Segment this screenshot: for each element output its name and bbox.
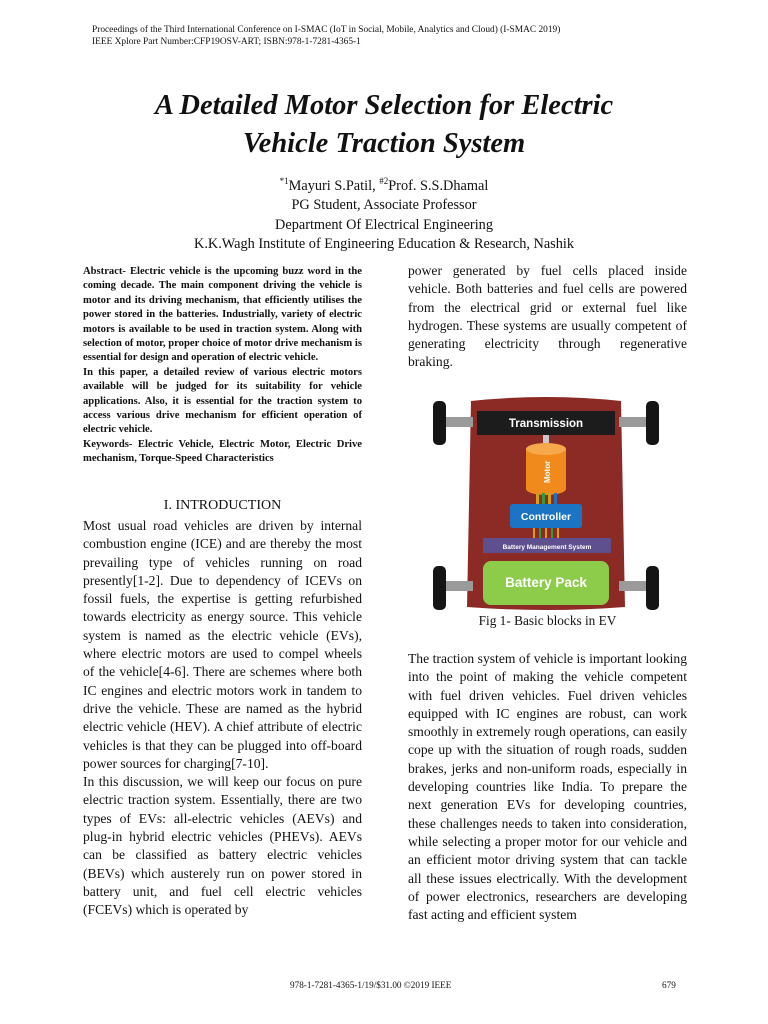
figure-caption: Fig 1- Basic blocks in EV <box>478 613 617 628</box>
abstract <box>83 265 362 467</box>
motor-shaft <box>543 435 549 443</box>
author-roles: PG Student, Associate Professor <box>291 197 477 214</box>
wire-8 <box>551 528 553 538</box>
front-axle-left <box>443 417 473 427</box>
right-paragraph-2: The traction system of vehicle is important looking into the point of making the vehicle competent with fuel driven vehicles. Fuel driven vehicles equipped with IC engines are robust, can work smoothly in extremely rough operations, can easily cope up with the situation of rough roads, sudden brakes, jerks and non-uniform roads, especially in developing countries like India. To prepare the next generation EVs for developing countries, these challenges needs to taken into consideration, while selecting a proper motor for our vehicle and an efficient motor driving system that can tackle all these issues electrically. With the development of power electronics, researchers are developing fast acting and efficient system <box>408 651 687 923</box>
title-line-1: A Detailed Motor Selection for Electric <box>154 90 614 121</box>
author1-mark: *1 <box>279 176 289 186</box>
rear-axle-left <box>443 581 473 591</box>
bms-label: Battery Management System <box>502 544 592 551</box>
right-column-top-text <box>408 262 687 372</box>
wheel-rear-right <box>646 566 659 610</box>
wire-3 <box>548 493 551 505</box>
header-line-1: Proceedings of the Third International Conference on I-SMAC (IoT in Social, Mobile, Analytics and Cloud) (I-SMAC 2019) <box>92 25 561 35</box>
author-block <box>0 172 768 255</box>
ev-block-diagram <box>433 397 659 613</box>
author-institute: K.K.Wagh Institute of Engineering Education & Research, Nashik <box>194 236 574 253</box>
right-column-bottom-text <box>408 650 687 924</box>
abstract-paragraph-2: In this paper, a detailed review of various electric motors available will be judged for its suitability for vehicle applications. Also, it is essential for the traction system to access various drive mechanism for efficient operation of electric vehicle. <box>83 366 362 436</box>
intro-paragraph-1: Most usual road vehicles are driven by internal combustion engine (ICE) and are thereby the most prevailing type of vehicles running on road presently[1-2]. Due to dependency of ICEVs on fossil fuels, the expertise is getting refurbished towards electricity as energy source. This vehicle system is named as the electric vehicle (EVs), where electric motors are used to compel wheels of the vehicle[4-6]. There are schemes where both IC engines and electric motors work in tandem to drive the vehicle. These are named as the hybrid electric vehicle (HEV). A chief attribute of electric vehicles is that they can be plugged into off-board power sources for charging[7-10]. <box>83 518 362 771</box>
wire-7 <box>545 528 547 538</box>
header-line-2: IEEE Xplore Part Number:CFP19OSV-ART; ISBN:978-1-7281-4365-1 <box>92 37 361 47</box>
motor-label: Motor <box>543 460 552 483</box>
author2-name: Prof. S.S.Dhamal <box>388 177 489 194</box>
wheel-front-left <box>433 401 446 445</box>
intro-paragraph-2: In this discussion, we will keep our focus on pure electric traction system. Essentially, there are two types of EVs: all-electric vehicles (AEVs) and plug-in hybrid electric vehicles (PHEVs). AEVs can be classified as battery electric vehicles (BEVs) which austerely run on power stored in battery unit, and fuel cell electric vehicles (FCEVs) which is operated by <box>83 774 362 918</box>
author-department: Department Of Electrical Engineering <box>275 216 493 233</box>
introduction-body <box>83 517 362 920</box>
motor-top <box>526 443 566 455</box>
author2-mark: #2 <box>379 176 389 186</box>
wire-6 <box>539 528 541 538</box>
wheel-front-right <box>646 401 659 445</box>
transmission-label: Transmission <box>508 418 584 430</box>
paper-title <box>0 87 768 163</box>
page-number: 679 <box>662 980 676 990</box>
battery-pack-label: Battery Pack <box>505 575 587 590</box>
rear-axle-right <box>619 581 649 591</box>
front-axle-right <box>619 417 649 427</box>
abstract-paragraph-1: Abstract- Electric vehicle is the upcoming buzz word in the coming decade. The main component driving the vehicle is motor and its driving mechanism, that efficiently utilises the power stored in the batteries. Industrially, variety of electric motors is available to be used in traction system. Along with selection of motor, proper choice of motor drive mechanism is essential for design and operation of electric vehicle. <box>83 266 362 364</box>
wire-9 <box>557 528 559 538</box>
wire-5 <box>533 528 535 538</box>
title-line-2: Vehicle Traction System <box>242 128 526 159</box>
author1-name: Mayuri S.Patil, <box>288 177 380 194</box>
controller-label: Controller <box>520 511 572 523</box>
wheel-rear-left <box>433 566 446 610</box>
footer-copyright: 978-1-7281-4365-1/19/$31.00 ©2019 IEEE <box>290 980 452 990</box>
right-paragraph-1: power generated by fuel cells placed inside vehicle. Both batteries and fuel cells are powered from the electrical grid or external fuel like hydrogen. These systems are usually competent of generating electricity through regenerative braking. <box>408 263 687 370</box>
wire-2 <box>542 493 545 505</box>
figure-ev-blocks <box>433 397 659 613</box>
running-header <box>92 24 560 48</box>
wire-1 <box>536 493 539 505</box>
keywords: Keywords- Electric Vehicle, Electric Motor, Electric Drive mechanism, Torque-Speed Characteristics <box>83 438 362 465</box>
motor-bottom <box>526 483 566 495</box>
author-names <box>0 172 768 196</box>
section-heading-introduction: I. INTRODUCTION <box>163 498 282 513</box>
wire-4 <box>554 493 557 505</box>
